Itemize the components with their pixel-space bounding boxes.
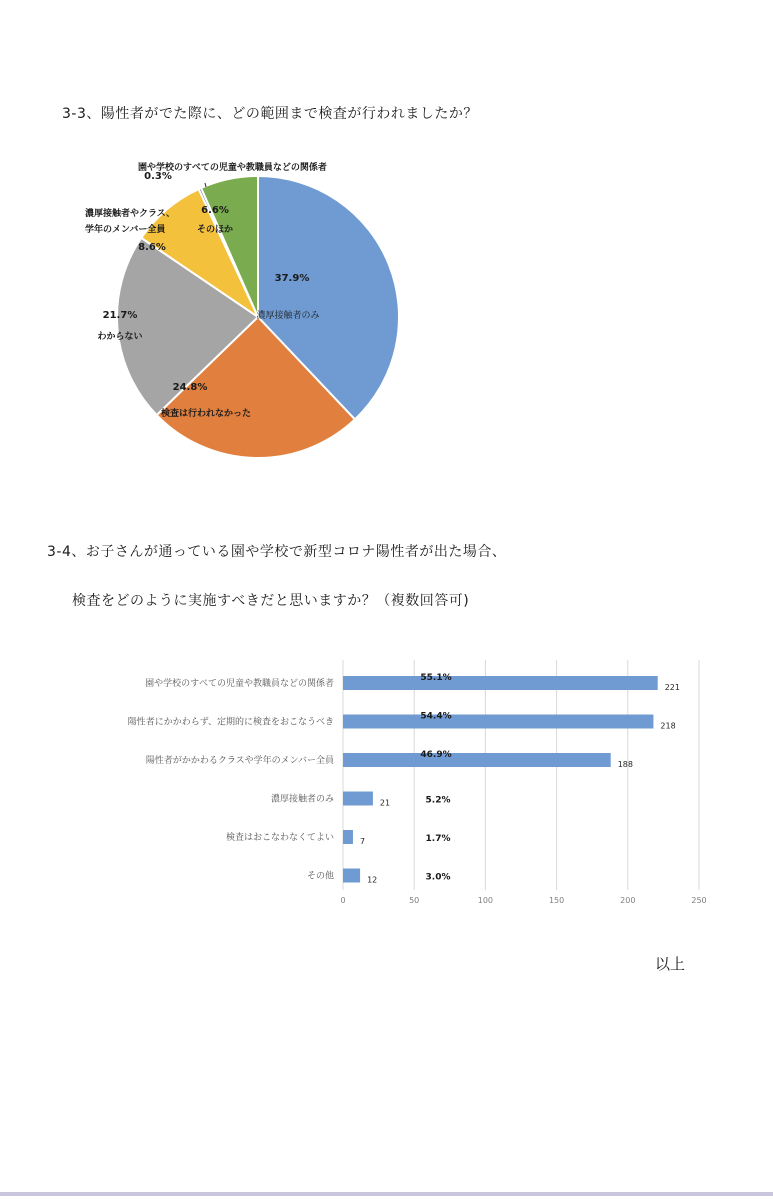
category-label: その他 <box>306 871 334 882</box>
x-tick-label: 50 <box>409 896 420 905</box>
pie-category-label: そのほか <box>196 225 234 235</box>
bar <box>343 830 353 844</box>
value-label: 21 <box>379 798 391 808</box>
category-label: 検査はおこなわなくてよい <box>225 833 334 843</box>
x-tick-label: 200 <box>620 896 636 905</box>
percent-label: 55.1% <box>420 673 452 683</box>
bar <box>343 715 653 729</box>
bar <box>343 869 360 883</box>
category-label: 園や学校のすべての児童や教職員などの関係者 <box>145 679 334 689</box>
pie-percent-label: 6.6% <box>201 205 229 216</box>
question-3-3: 3-3、陽性者がでた際に、どの範囲まで検査が行われましたか？ <box>62 106 478 122</box>
closing-text: 以上 <box>655 955 686 973</box>
value-label: 188 <box>617 760 633 769</box>
category-label: 陽性者にかかわらず、定期的に検査をおこなうべき <box>127 717 334 728</box>
category-label: 濃厚接触者のみ <box>270 794 334 805</box>
pie-category-label: 園や学校のすべての児童や教職員などの関係者 <box>138 163 327 173</box>
bar-chart <box>0 650 773 920</box>
x-tick-label: 250 <box>691 896 707 905</box>
percent-label: 54.4% <box>420 711 452 722</box>
pie-percent-label: 21.7% <box>102 310 138 321</box>
pie-percent-label: 8.6% <box>138 242 166 253</box>
pie-chart <box>60 150 420 460</box>
percent-label: 5.2% <box>425 795 451 806</box>
x-tick-label: 0 <box>340 896 346 905</box>
question-3-4-line2: 検査をどのように実施すべきだと思いますか？（複数回答可) <box>72 593 470 609</box>
percent-label: 3.0% <box>425 872 451 883</box>
percent-label: 1.7% <box>425 834 451 844</box>
page-bottom-rule <box>0 1192 773 1196</box>
bar <box>343 676 658 690</box>
bar <box>343 792 373 806</box>
x-tick-label: 150 <box>548 896 565 905</box>
category-label: 陽性者がかかわるクラスや学年のメンバー全員 <box>145 756 334 766</box>
pie-category-label: 濃厚接触者やクラス、学年のメンバー全員 <box>85 209 176 235</box>
question-3-4-line1: 3-4、お子さんが通っている園や学校で新型コロナ陽性者が出た場合、 <box>47 544 507 560</box>
pie-percent-label: 24.8% <box>172 382 208 393</box>
pie-category-label: わからない <box>97 332 143 342</box>
value-label: 218 <box>660 721 676 731</box>
percent-label: 46.9% <box>420 750 452 760</box>
pie-percent-label: 0.3% <box>144 171 172 182</box>
bar <box>343 753 611 767</box>
pie-category-label: 検査は行われなかった <box>160 409 252 419</box>
value-label: 12 <box>367 875 378 885</box>
value-label: 7 <box>359 837 366 846</box>
pie-category-label: 濃厚接触者のみ <box>256 311 320 321</box>
x-tick-label: 100 <box>477 896 494 905</box>
value-label: 221 <box>664 683 680 692</box>
pie-percent-label: 37.9% <box>274 273 310 284</box>
